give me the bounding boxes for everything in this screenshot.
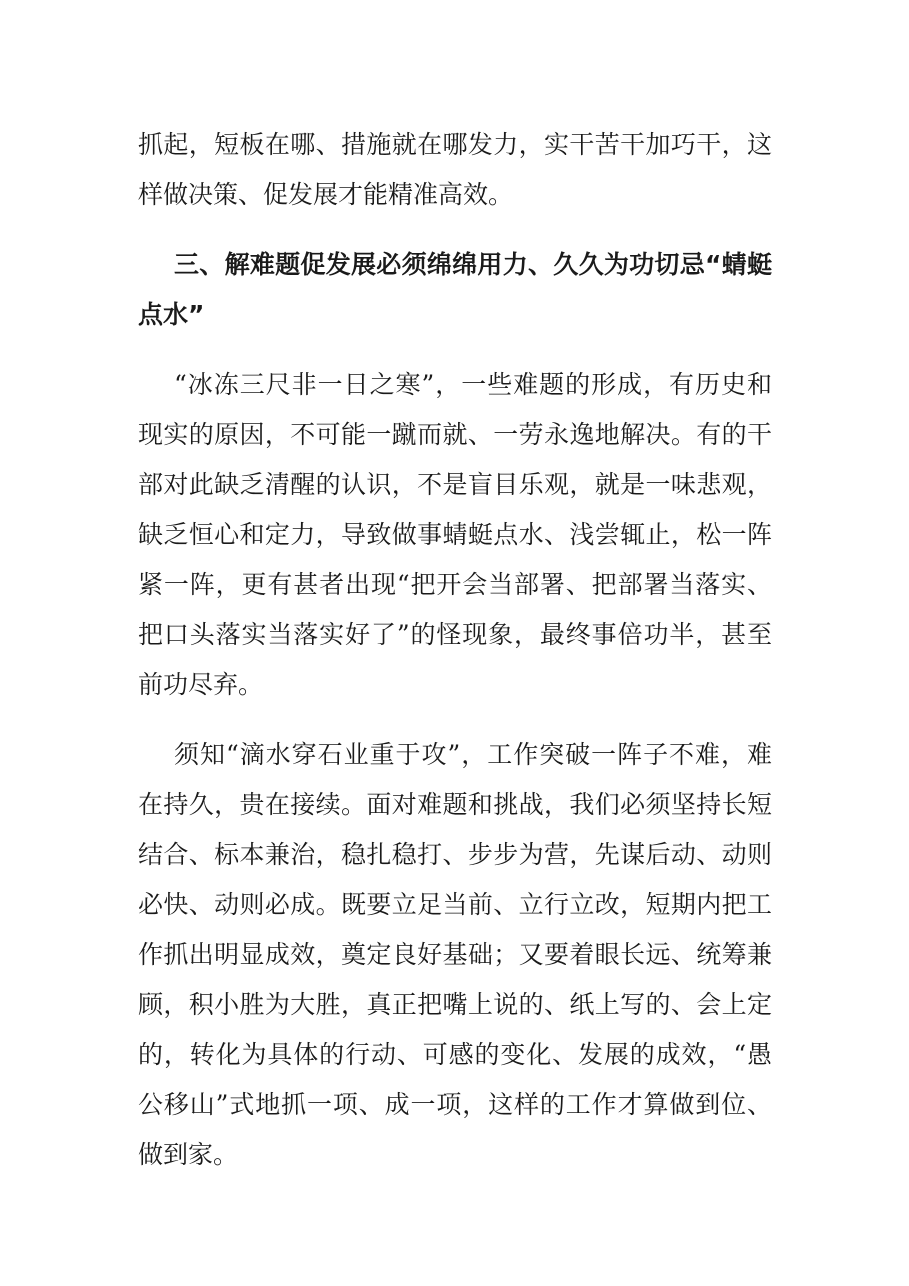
paragraph-2 (138, 360, 772, 710)
paragraph-line: 结合、标本兼治，稳扎稳打、步步为营，先谋后动、动则 (138, 840, 772, 869)
paragraph-line: 公移山”式地抓一项、成一项，这样的工作才算做到位、 (138, 1090, 772, 1119)
paragraph-line: 缺乏恒心和定力，导致做事蜻蜓点水、浅尝辄止，松一阵 (138, 520, 772, 549)
paragraph-line: 在持久，贵在接续。面对难题和挑战，我们必须坚持长短 (138, 790, 772, 819)
paragraph-line: 做到家。 (138, 1140, 239, 1169)
section-heading-3 (138, 240, 772, 340)
document-page (138, 120, 772, 1180)
paragraph-gap (138, 340, 772, 360)
paragraph-line: 的，转化为具体的行动、可感的变化、发展的成效，“愚 (138, 1040, 772, 1069)
heading-line: 点水” (138, 300, 205, 329)
paragraph-line: 必快、动则必成。既要立足当前、立行立改，短期内把工 (138, 890, 772, 919)
paragraph-line: 样做决策、促发展才能精准高效。 (138, 180, 514, 209)
paragraph-line: 紧一阵，更有甚者出现“把开会当部署、把部署当落实、 (138, 570, 772, 599)
paragraph-1 (138, 120, 772, 220)
heading-line: 三、解难题促发展必须绵绵用力、久久为功切忌“蜻蜓 (174, 250, 772, 279)
paragraph-line: 顾，积小胜为大胜，真正把嘴上说的、纸上写的、会上定 (138, 990, 772, 1019)
paragraph-gap (138, 220, 772, 240)
paragraph-line: 前功尽弃。 (138, 670, 264, 699)
paragraph-line: 抓起，短板在哪、措施就在哪发力，实干苦干加巧干，这 (138, 130, 772, 159)
paragraph-line: 须知“滴水穿石业重于攻”，工作突破一阵子不难，难 (174, 740, 772, 769)
paragraph-line: 把口头落实当落实好了”的怪现象，最终事倍功半，甚至 (138, 620, 772, 649)
paragraph-line: 现实的原因，不可能一蹴而就、一劳永逸地解决。有的干 (138, 420, 772, 449)
paragraph-line: 部对此缺乏清醒的认识，不是盲目乐观，就是一味悲观， (138, 470, 772, 499)
paragraph-line: 作抓出明显成效，奠定良好基础；又要着眼长远、统筹兼 (138, 940, 772, 969)
paragraph-3 (138, 730, 772, 1180)
paragraph-gap (138, 710, 772, 730)
paragraph-line: “冰冻三尺非一日之寒”，一些难题的形成，有历史和 (174, 370, 772, 399)
